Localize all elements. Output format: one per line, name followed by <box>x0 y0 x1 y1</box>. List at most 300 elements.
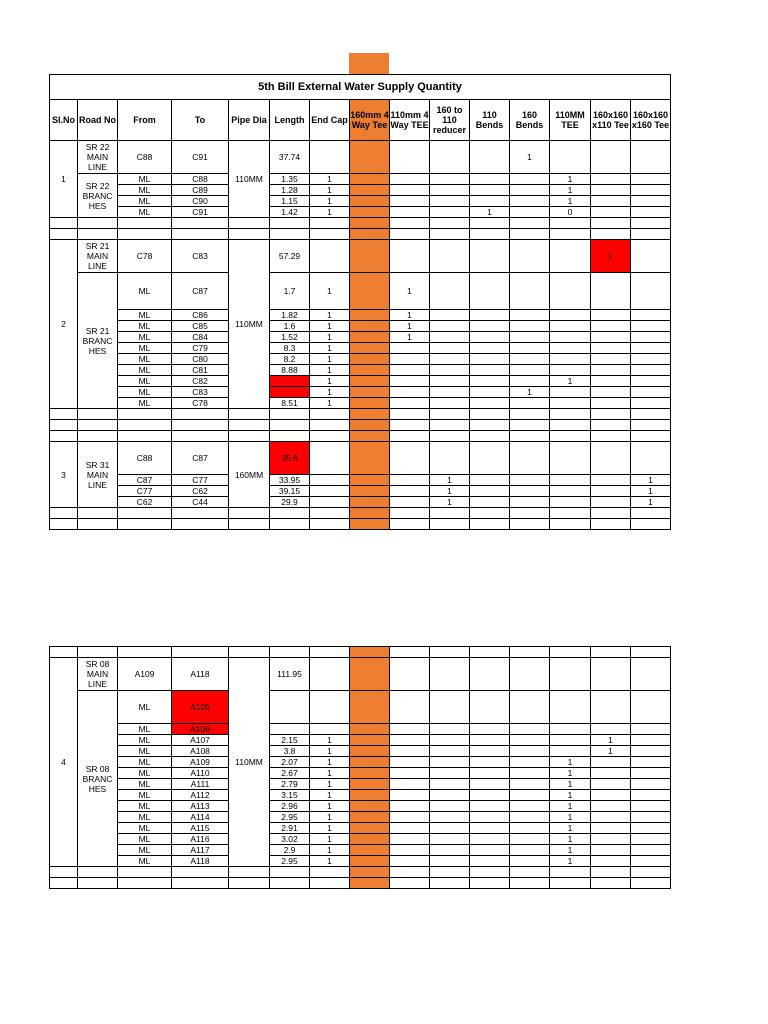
empty-cell <box>172 229 229 240</box>
length-cell: 1.82 <box>270 310 310 321</box>
tee160x110-cell <box>591 497 631 508</box>
from-node: ML <box>118 724 172 735</box>
b110-cell <box>470 823 510 834</box>
pipe-diameter: 110MM <box>229 240 270 409</box>
from-node: ML <box>118 746 172 757</box>
tee160x110-cell <box>591 856 631 867</box>
tee110-cell <box>550 398 591 409</box>
tee160x110-cell: 1 <box>591 746 631 757</box>
table-row <box>50 757 671 768</box>
empty-cell <box>591 519 631 530</box>
empty-cell <box>350 878 390 889</box>
to-node: A116 <box>172 834 229 845</box>
highlight-cell <box>350 332 390 343</box>
table-row <box>50 497 671 508</box>
length-cell: 39.15 <box>270 486 310 497</box>
column-header: Pipe Dia <box>229 100 270 141</box>
tee160x110-cell <box>591 332 631 343</box>
tee110-cell: 1 <box>550 845 591 856</box>
empty-cell <box>78 431 118 442</box>
empty-cell <box>350 867 390 878</box>
q110-4way-cell <box>390 207 430 218</box>
empty-cell <box>550 878 591 889</box>
length-cell: 29.9 <box>270 497 310 508</box>
column-header: 160 to 110 reducer <box>430 100 470 141</box>
empty-cell <box>50 508 78 519</box>
b160-cell <box>510 442 550 475</box>
road-number: SR 22 BRANC HES <box>78 174 118 218</box>
empty-cell <box>470 878 510 889</box>
highlight-cell <box>350 834 390 845</box>
empty-cell <box>270 878 310 889</box>
to-node: C81 <box>172 365 229 376</box>
b160-cell <box>510 240 550 273</box>
from-node: ML <box>118 321 172 332</box>
q110-4way-cell <box>390 834 430 845</box>
serial-number: 2 <box>50 240 78 409</box>
tee110-cell: 0 <box>550 207 591 218</box>
highlight-cell <box>350 343 390 354</box>
empty-cell <box>390 519 430 530</box>
empty-cell <box>591 647 631 658</box>
from-node: ML <box>118 273 172 310</box>
tee110-cell <box>550 273 591 310</box>
table-row <box>50 442 671 475</box>
q110-4way-cell <box>390 691 430 724</box>
empty-cell <box>470 508 510 519</box>
table-row <box>50 812 671 823</box>
empty-cell <box>172 431 229 442</box>
table-row <box>50 486 671 497</box>
to-node: C83 <box>172 240 229 273</box>
tee110-cell <box>550 724 591 735</box>
empty-cell <box>510 229 550 240</box>
highlight-cell <box>350 497 390 508</box>
empty-cell <box>470 431 510 442</box>
title-row <box>50 75 671 100</box>
from-node: ML <box>118 376 172 387</box>
end-cap-cell <box>310 486 350 497</box>
table-row <box>50 724 671 735</box>
q110-4way-cell <box>390 746 430 757</box>
tee160x110-cell <box>591 141 631 174</box>
b110-cell <box>470 486 510 497</box>
b110-cell <box>470 196 510 207</box>
empty-cell <box>118 420 172 431</box>
empty-cell <box>172 519 229 530</box>
empty-cell <box>78 218 118 229</box>
tee160x110-cell <box>591 398 631 409</box>
table-row <box>50 141 671 174</box>
reducer-cell <box>430 141 470 174</box>
empty-cell <box>390 431 430 442</box>
q110-4way-cell <box>390 845 430 856</box>
tee160x160-cell <box>631 779 671 790</box>
empty-cell <box>430 519 470 530</box>
end-cap-cell: 1 <box>310 196 350 207</box>
empty-cell <box>550 508 591 519</box>
from-node: ML <box>118 365 172 376</box>
end-cap-cell: 1 <box>310 310 350 321</box>
tee160x110-cell <box>591 486 631 497</box>
length-cell: 2.95 <box>270 812 310 823</box>
end-cap-cell: 1 <box>310 834 350 845</box>
tee160x160-cell <box>631 321 671 332</box>
tee160x160-cell <box>631 332 671 343</box>
from-node: ML <box>118 801 172 812</box>
table-row <box>50 196 671 207</box>
road-number: SR 08 BRANC HES <box>78 691 118 867</box>
empty-cell <box>591 218 631 229</box>
reducer-cell <box>430 321 470 332</box>
highlight-cell <box>350 757 390 768</box>
b160-cell <box>510 310 550 321</box>
highlight-cell <box>350 812 390 823</box>
blank-row <box>50 431 671 442</box>
tee110-cell <box>550 387 591 398</box>
table-row <box>50 768 671 779</box>
end-cap-cell <box>310 442 350 475</box>
reducer-cell <box>430 354 470 365</box>
to-node: A115 <box>172 823 229 834</box>
q110-4way-cell <box>390 185 430 196</box>
length-cell: 57.29 <box>270 240 310 273</box>
tee160x160-cell <box>631 658 671 691</box>
tee110-cell <box>550 735 591 746</box>
empty-cell <box>350 431 390 442</box>
q110-4way-cell <box>390 779 430 790</box>
q110-4way-cell <box>390 823 430 834</box>
table-row <box>50 845 671 856</box>
from-node: ML <box>118 310 172 321</box>
empty-cell <box>631 229 671 240</box>
empty-cell <box>390 867 430 878</box>
to-node: A118 <box>172 658 229 691</box>
empty-cell <box>172 409 229 420</box>
reducer-cell: 1 <box>430 497 470 508</box>
empty-cell <box>50 229 78 240</box>
empty-cell <box>350 647 390 658</box>
table-row <box>50 310 671 321</box>
empty-cell <box>350 409 390 420</box>
column-header: 160x160 x110 Tee <box>591 100 631 141</box>
empty-cell <box>229 431 270 442</box>
b160-cell <box>510 823 550 834</box>
table-row <box>50 174 671 185</box>
table-row <box>50 801 671 812</box>
empty-cell <box>510 218 550 229</box>
to-node: A105 <box>172 691 229 724</box>
highlight-cell <box>350 658 390 691</box>
tee110-cell <box>550 141 591 174</box>
empty-cell <box>50 647 78 658</box>
empty-cell <box>510 420 550 431</box>
tee160x160-cell <box>631 823 671 834</box>
b160-cell <box>510 801 550 812</box>
empty-cell <box>78 229 118 240</box>
blank-row <box>50 878 671 889</box>
tee160x160-cell <box>631 365 671 376</box>
tee110-cell: 1 <box>550 779 591 790</box>
from-node: ML <box>118 354 172 365</box>
from-node: ML <box>118 834 172 845</box>
empty-cell <box>50 867 78 878</box>
empty-cell <box>350 420 390 431</box>
to-node: C83 <box>172 387 229 398</box>
q110-4way-cell <box>390 757 430 768</box>
tee160x160-cell: 1 <box>631 497 671 508</box>
b160-cell <box>510 790 550 801</box>
empty-cell <box>50 878 78 889</box>
to-node: C91 <box>172 141 229 174</box>
empty-cell <box>229 229 270 240</box>
b160-cell <box>510 486 550 497</box>
column-header: From <box>118 100 172 141</box>
empty-cell <box>631 878 671 889</box>
empty-cell <box>430 878 470 889</box>
empty-cell <box>78 508 118 519</box>
from-node: ML <box>118 735 172 746</box>
q110-4way-cell <box>390 724 430 735</box>
tee160x110-cell <box>591 310 631 321</box>
b160-cell <box>510 746 550 757</box>
serial-number: 4 <box>50 658 78 867</box>
reducer-cell <box>430 310 470 321</box>
empty-cell <box>470 420 510 431</box>
b160-cell <box>510 497 550 508</box>
b110-cell <box>470 332 510 343</box>
reducer-cell <box>430 343 470 354</box>
length-cell: 2.07 <box>270 757 310 768</box>
highlight-cell <box>350 735 390 746</box>
tee160x110-cell <box>591 196 631 207</box>
q110-4way-cell: 1 <box>390 273 430 310</box>
empty-cell <box>172 218 229 229</box>
tee160x160-cell <box>631 801 671 812</box>
end-cap-cell: 1 <box>310 746 350 757</box>
end-cap-cell: 1 <box>310 376 350 387</box>
empty-cell <box>270 508 310 519</box>
to-node: A110 <box>172 768 229 779</box>
blank-row <box>50 647 671 658</box>
empty-cell <box>118 519 172 530</box>
b160-cell <box>510 856 550 867</box>
from-node: C77 <box>118 486 172 497</box>
highlight-cell <box>350 779 390 790</box>
length-cell: 111.95 <box>270 658 310 691</box>
empty-cell <box>470 218 510 229</box>
pipe-diameter: 110MM <box>229 141 270 218</box>
empty-cell <box>510 519 550 530</box>
highlight-cell <box>350 207 390 218</box>
tee160x110-cell <box>591 387 631 398</box>
blank-row <box>50 867 671 878</box>
tee160x110-cell <box>591 207 631 218</box>
empty-cell <box>631 431 671 442</box>
highlight-cell <box>350 845 390 856</box>
empty-cell <box>118 409 172 420</box>
empty-cell <box>430 867 470 878</box>
length-cell <box>270 724 310 735</box>
highlight-cell <box>350 354 390 365</box>
empty-cell <box>510 878 550 889</box>
highlight-cell <box>350 185 390 196</box>
end-cap-cell: 1 <box>310 332 350 343</box>
empty-cell <box>310 420 350 431</box>
empty-cell <box>172 647 229 658</box>
empty-cell <box>390 647 430 658</box>
highlight-cell <box>350 273 390 310</box>
highlight-cell <box>350 365 390 376</box>
empty-cell <box>229 218 270 229</box>
empty-cell <box>550 420 591 431</box>
page-title: 5th Bill External Water Supply Quantity <box>50 75 671 100</box>
empty-cell <box>591 229 631 240</box>
empty-cell <box>631 519 671 530</box>
end-cap-cell <box>310 724 350 735</box>
q110-4way-cell <box>390 658 430 691</box>
reducer-cell <box>430 207 470 218</box>
reducer-cell <box>430 834 470 845</box>
empty-cell <box>591 420 631 431</box>
blank-row <box>50 420 671 431</box>
end-cap-cell: 1 <box>310 845 350 856</box>
empty-cell <box>172 867 229 878</box>
to-node: C78 <box>172 398 229 409</box>
empty-cell <box>550 867 591 878</box>
highlight-cell <box>350 724 390 735</box>
from-node: ML <box>118 174 172 185</box>
b110-cell <box>470 475 510 486</box>
tee160x160-cell <box>631 845 671 856</box>
highlight-cell <box>350 240 390 273</box>
length-cell: 1.42 <box>270 207 310 218</box>
q110-4way-cell <box>390 475 430 486</box>
column-header: Road No <box>78 100 118 141</box>
from-node: ML <box>118 185 172 196</box>
to-node: A117 <box>172 845 229 856</box>
empty-cell <box>118 647 172 658</box>
empty-cell <box>510 867 550 878</box>
highlight-cell <box>350 823 390 834</box>
reducer-cell <box>430 240 470 273</box>
empty-cell <box>270 519 310 530</box>
tee160x110-cell <box>591 185 631 196</box>
reducer-cell <box>430 387 470 398</box>
table-row <box>50 240 671 273</box>
tee110-cell <box>550 658 591 691</box>
blank-row <box>50 218 671 229</box>
empty-cell <box>430 229 470 240</box>
empty-cell <box>229 519 270 530</box>
pipe-diameter: 110MM <box>229 658 270 867</box>
highlight-cell <box>350 746 390 757</box>
reducer-cell <box>430 823 470 834</box>
b110-cell <box>470 757 510 768</box>
from-node: ML <box>118 856 172 867</box>
tee160x160-cell <box>631 746 671 757</box>
table-row <box>50 185 671 196</box>
tee160x110-cell <box>591 174 631 185</box>
empty-cell <box>591 878 631 889</box>
empty-cell <box>310 431 350 442</box>
q110-4way-cell: 1 <box>390 321 430 332</box>
blank-row <box>50 519 671 530</box>
table-row <box>50 398 671 409</box>
tee160x160-cell <box>631 196 671 207</box>
tee110-cell: 1 <box>550 757 591 768</box>
length-cell: 8.88 <box>270 365 310 376</box>
empty-cell <box>631 647 671 658</box>
b160-cell: 1 <box>510 141 550 174</box>
reducer-cell <box>430 196 470 207</box>
tee110-cell <box>550 497 591 508</box>
q110-4way-cell <box>390 486 430 497</box>
length-cell: 33.95 <box>270 475 310 486</box>
b110-cell <box>470 343 510 354</box>
length-cell <box>270 691 310 724</box>
tee110-cell: 1 <box>550 856 591 867</box>
q110-4way-cell: 1 <box>390 310 430 321</box>
length-cell: 2.91 <box>270 823 310 834</box>
empty-cell <box>350 218 390 229</box>
empty-cell <box>310 647 350 658</box>
b110-cell <box>470 812 510 823</box>
empty-cell <box>118 229 172 240</box>
highlight-cell <box>350 321 390 332</box>
empty-cell <box>50 218 78 229</box>
to-node: C91 <box>172 207 229 218</box>
highlight-cell <box>350 398 390 409</box>
reducer-cell <box>430 845 470 856</box>
length-cell: 2.67 <box>270 768 310 779</box>
tee160x160-cell <box>631 691 671 724</box>
highlight-cell <box>350 768 390 779</box>
empty-cell <box>229 420 270 431</box>
b110-cell <box>470 790 510 801</box>
tee160x160-cell <box>631 174 671 185</box>
column-header: 110MM TEE <box>550 100 591 141</box>
length-cell: 1.6 <box>270 321 310 332</box>
empty-cell <box>430 420 470 431</box>
empty-cell <box>78 519 118 530</box>
tee160x110-cell <box>591 724 631 735</box>
tee160x110-cell <box>591 845 631 856</box>
empty-cell <box>550 519 591 530</box>
road-number: SR 22 MAIN LINE <box>78 141 118 174</box>
length-cell: 2.15 <box>270 735 310 746</box>
to-node: A112 <box>172 790 229 801</box>
empty-cell <box>550 409 591 420</box>
reducer-cell <box>430 790 470 801</box>
tee160x110-cell <box>591 365 631 376</box>
tee160x110-cell <box>591 321 631 332</box>
table-row <box>50 658 671 691</box>
b160-cell <box>510 475 550 486</box>
tee160x160-cell <box>631 768 671 779</box>
reducer-cell <box>430 376 470 387</box>
reducer-cell <box>430 365 470 376</box>
b110-cell <box>470 779 510 790</box>
length-cell: 2.95 <box>270 856 310 867</box>
empty-cell <box>510 647 550 658</box>
end-cap-cell <box>310 691 350 724</box>
from-node: C88 <box>118 141 172 174</box>
highlight-cell <box>350 310 390 321</box>
from-node: ML <box>118 823 172 834</box>
b160-cell <box>510 691 550 724</box>
reducer-cell <box>430 801 470 812</box>
